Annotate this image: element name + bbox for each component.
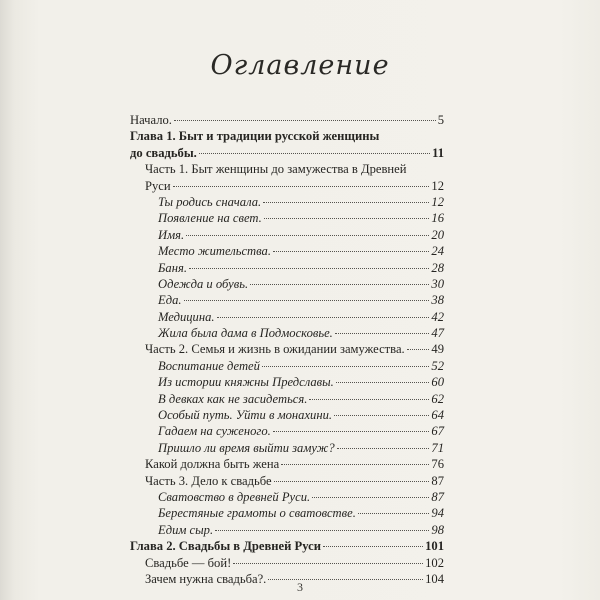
- dot-leader: [173, 186, 430, 187]
- dot-leader: [250, 284, 429, 285]
- dot-leader: [174, 120, 436, 121]
- toc-section[interactable]: [130, 505, 444, 521]
- page-number-footer: 3: [297, 580, 303, 594]
- dot-leader: [337, 448, 430, 449]
- toc-entry-text: В девках как не засидеться.: [158, 391, 308, 406]
- toc-page-number: 42: [431, 309, 444, 324]
- toc-section[interactable]: [130, 325, 444, 341]
- toc-entry-text: Какой должна быть жена: [145, 457, 280, 472]
- toc-entry-text: Начало.: [130, 113, 172, 127]
- toc-entry-text: Особый путь. Уйти в монахини.: [158, 408, 333, 423]
- toc-section[interactable]: [130, 276, 444, 292]
- toc-section[interactable]: [130, 227, 444, 243]
- toc-page-number: 67: [431, 424, 444, 439]
- toc-entry-text: Место жительства.: [158, 244, 271, 259]
- dot-leader: [264, 218, 430, 219]
- dot-leader: [336, 382, 430, 383]
- toc-entry-text: Свадьбе — бой!: [145, 555, 232, 570]
- toc-section[interactable]: [130, 407, 444, 423]
- dot-leader: [215, 530, 429, 531]
- toc-page-number: 71: [431, 440, 444, 455]
- toc-entry-text: Баня.: [158, 260, 187, 275]
- toc-entry-text: Зачем нужна свадьба?.: [145, 571, 267, 586]
- toc-page-number: 64: [431, 408, 444, 423]
- toc-section[interactable]: [130, 489, 444, 505]
- toc-chapter-2[interactable]: [130, 538, 444, 554]
- dot-leader: [262, 366, 429, 367]
- toc-page-number: 52: [431, 358, 444, 373]
- toc-entry-text: Воспитание детей: [158, 358, 260, 373]
- dot-leader: [217, 317, 430, 318]
- dot-leader: [186, 235, 429, 236]
- toc-page-number: 38: [431, 293, 444, 308]
- toc-part-1[interactable]: [130, 178, 444, 194]
- dot-leader: [199, 153, 430, 154]
- dot-leader: [281, 464, 429, 465]
- toc-entry-text: Ты родись сначала.: [158, 194, 262, 209]
- dot-leader: [273, 251, 429, 252]
- toc-section[interactable]: [130, 243, 444, 259]
- page-title: Оглавление: [210, 50, 390, 81]
- toc-section[interactable]: [130, 374, 444, 390]
- toc-page-number: 20: [431, 227, 444, 242]
- dot-leader: [334, 415, 429, 416]
- dot-leader: [309, 399, 429, 400]
- toc-entry-intro[interactable]: [130, 112, 444, 128]
- toc-page-number: 11: [432, 145, 444, 160]
- toc-page-number: 98: [431, 522, 444, 537]
- table-of-contents: [130, 112, 444, 587]
- dot-leader: [323, 546, 423, 547]
- toc-entry-text: Появление на свет.: [158, 211, 262, 226]
- toc-section[interactable]: [130, 194, 444, 210]
- toc-entry-text: Гадаем на суженого.: [158, 424, 271, 439]
- toc-page-number: 30: [431, 276, 444, 291]
- toc-page-number: 5: [437, 113, 444, 127]
- toc-page-number: 94: [431, 506, 444, 521]
- toc-page-number: 62: [431, 391, 444, 406]
- toc-entry-text: Жила была дама в Подмосковье.: [158, 326, 333, 341]
- toc-section[interactable]: [130, 555, 444, 571]
- toc-part-2[interactable]: [130, 341, 444, 357]
- dot-leader: [189, 268, 429, 269]
- dot-leader: [407, 349, 430, 350]
- toc-page-number: 102: [425, 555, 444, 570]
- toc-entry-text: Часть 2. Семья и жизнь в ожидании замужества.: [145, 342, 405, 357]
- toc-entry-text: Часть 3. Дело к свадьбе: [145, 473, 272, 488]
- toc-entry-text: Из истории княжны Предславы.: [158, 375, 334, 390]
- toc-page-number: 12: [431, 178, 444, 193]
- toc-section[interactable]: [130, 292, 444, 308]
- dot-leader: [263, 202, 429, 203]
- dot-leader: [273, 431, 430, 432]
- toc-section[interactable]: [130, 391, 444, 407]
- toc-chapter-1[interactable]: [130, 145, 444, 161]
- toc-entry-text: Медицина.: [158, 309, 215, 324]
- toc-entry-text: Едим сыр.: [158, 522, 214, 537]
- toc-part-3[interactable]: [130, 473, 444, 489]
- toc-entry-text: Руси: [145, 178, 171, 193]
- toc-page-number: 49: [431, 342, 444, 357]
- toc-section[interactable]: [130, 423, 444, 439]
- toc-entry-text: Одежда и обувь.: [158, 276, 249, 291]
- toc-page-number: 104: [425, 571, 444, 586]
- toc-entry-text: Берестяные грамоты о сватовстве.: [158, 506, 356, 521]
- toc-chapter-1-line1[interactable]: Глава 1. Быт и традиции русской женщины: [130, 129, 380, 144]
- toc-section[interactable]: [130, 440, 444, 456]
- toc-page-number: 87: [431, 489, 444, 504]
- toc-section[interactable]: [130, 309, 444, 325]
- toc-page-number: 47: [431, 326, 444, 341]
- toc-entry-text: до свадьбы.: [130, 145, 197, 160]
- toc-page-number: 24: [431, 244, 444, 259]
- toc-page-number: 16: [431, 211, 444, 226]
- toc-part-1-line1[interactable]: Часть 1. Быт женщины до замужества в Древней: [145, 162, 407, 177]
- toc-section[interactable]: [130, 210, 444, 226]
- toc-entry-text: Сватовство в древней Руси.: [158, 489, 311, 504]
- toc-entry-text: Пришло ли время выйти замуж?: [158, 440, 335, 455]
- dot-leader: [358, 513, 430, 514]
- toc-wife-entry[interactable]: [130, 456, 444, 472]
- toc-section[interactable]: [130, 358, 444, 374]
- toc-page-number: 28: [431, 260, 444, 275]
- toc-entry-text: Имя.: [158, 227, 185, 242]
- dot-leader: [184, 300, 430, 301]
- dot-leader: [274, 481, 430, 482]
- dot-leader: [233, 563, 423, 564]
- dot-leader: [312, 497, 429, 498]
- toc-entry-text: Глава 2. Свадьбы в Древней Руси: [130, 539, 322, 554]
- toc-page-number: 76: [431, 457, 444, 472]
- toc-section[interactable]: [130, 260, 444, 276]
- toc-page-number: 101: [425, 539, 444, 554]
- toc-section[interactable]: [130, 522, 444, 538]
- toc-entry-text: Еда.: [158, 293, 182, 308]
- toc-page-number: 87: [431, 473, 444, 488]
- toc-page-number: 12: [431, 194, 444, 209]
- dot-leader: [335, 333, 430, 334]
- toc-page-number: 60: [431, 375, 444, 390]
